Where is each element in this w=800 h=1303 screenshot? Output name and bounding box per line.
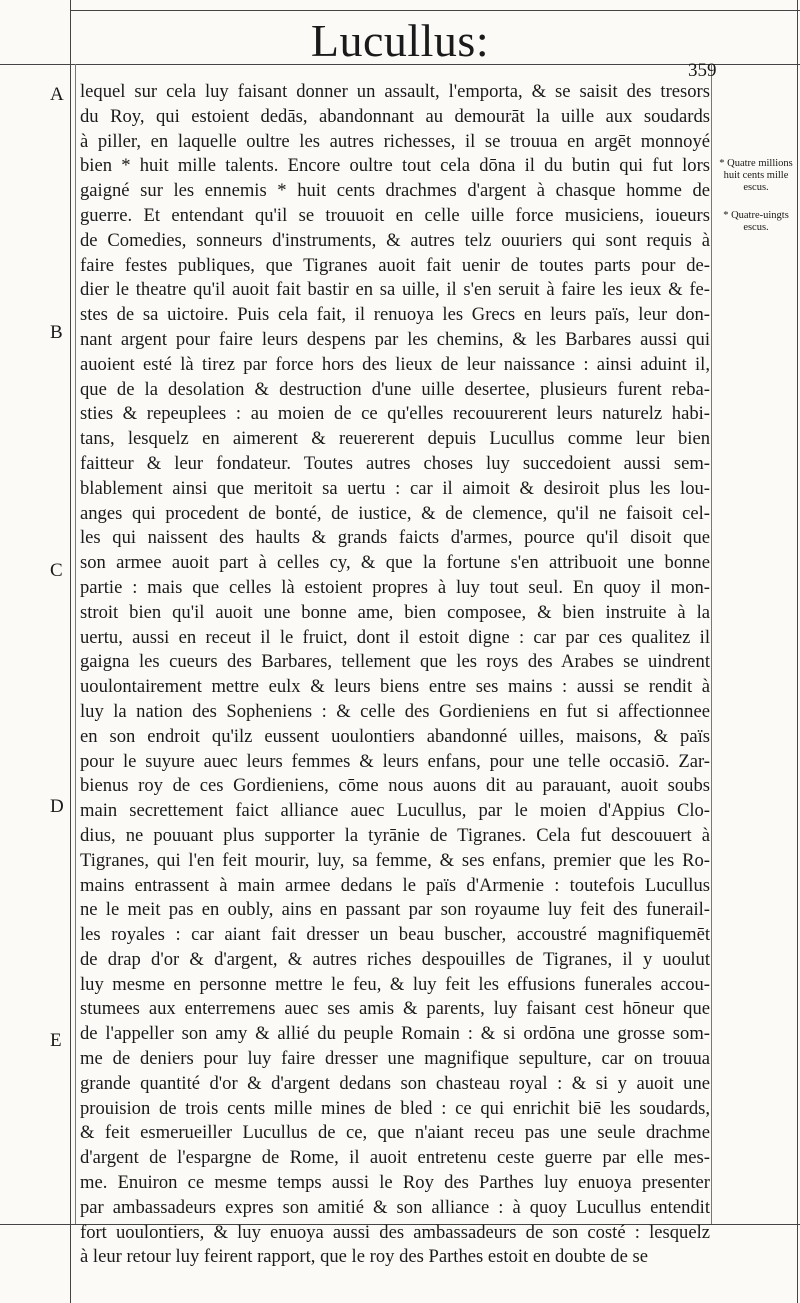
text-line: prouision de trois cents mille mines de bled : ce qui enrichit biē les soudards, (80, 1097, 710, 1119)
text-line: nant argent pour faire leurs despens par les chemins, & les Barbares aussi qui (80, 328, 710, 350)
text-right-rule (711, 64, 712, 1224)
text-line: du Roy, qui estoient dedās, abandonnant au demourāt la uille aux soudards (80, 105, 710, 127)
running-title: Lucullus: (310, 15, 490, 66)
section-marker-c: C (50, 560, 63, 581)
text-line: dier le theatre qu'il auoit fait bastir en sa uille, il s'en seruit à faire les ieux & fe- (80, 279, 710, 301)
text-line: sties & repeuplees : au moien de ce qu'elles recouurerent leurs naturelz habi- (80, 403, 710, 425)
outer-right-rule (797, 0, 798, 1303)
text-line: partie : mais que celles là estoient propres à luy tout seul. En quoy il mon- (80, 576, 710, 598)
text-line: faitteur & leur fondateur. Toutes autres choses luy succedoient aussi sem- (80, 452, 710, 474)
text-line: par ambassadeurs expres son amitié & son alliance : à quoy Lucullus entendit (80, 1196, 710, 1218)
text-line: me de deniers pour luy faire dresser une magnifique sepulture, car on trouua (80, 1048, 710, 1070)
text-line: stumees aux enterremens auec ses amis & parents, luy faisant cest hōneur que (80, 998, 710, 1020)
text-line: guerre. Et entendant qu'il se trouuoit en celle uille force musiciens, ioueurs (80, 204, 710, 226)
text-line: me. Enuiron ce mesme temps aussi le Roy des Parthes luy enuoya presenter (80, 1172, 710, 1194)
text-line: & feit esmerueiller Lucullus de ce, que n'aiant receu pas une seule drachme (80, 1122, 710, 1144)
text-line: les qui naissent des haults & grands faicts d'armes, pource qu'il disoit que (80, 527, 710, 549)
text-line: uertu, aussi en receut il le fruict, dont il estoit digne : car par ces qualitez il (80, 626, 710, 648)
text-line: son armee auoit part à celles cy, & que la fortune s'en attribuoit une bonne (80, 552, 710, 574)
section-marker-e: E (50, 1030, 62, 1051)
text-line: main secrettement faict alliance auec Lucullus, par le moien d'Appius Clo- (80, 800, 710, 822)
text-line: de l'appeller son amy & allié du peuple Romain : & si ordōna une grosse som- (80, 1023, 710, 1045)
text-line: faire festes publiques, que Tigranes auoit fait uenir de toutes parts pour de- (80, 254, 710, 276)
text-line: gaigna les cueurs des Barbares, tellement que les roys des Arabes se uindrent (80, 651, 710, 673)
section-marker-d: D (50, 796, 64, 817)
text-line: bienus roy de ces Gordieniens, cōme nous auons dit au parauant, auoit soubs (80, 775, 710, 797)
text-line: auoient esté là tirez par force hors des lieux de leur naissance : ainsi aduint il, (80, 353, 710, 375)
text-line: pour le suyure auec leurs femmes & leurs enfans, pour une telle occasiō. Zar- (80, 750, 710, 772)
text-line: à leur retour luy feirent rapport, que le roy des Parthes estoit en doubte de se (80, 1246, 648, 1268)
margin-note-second: * Quatre-uingts escus. (723, 210, 789, 233)
text-line: blablement ainsi que meritoit sa uertu : car il aimoit & desiroit plus les lou- (80, 477, 710, 499)
page-number: 359 (688, 60, 717, 81)
text-line: ne le meit pas en oubly, ains en passant par son royaume luy feit des funerail- (80, 899, 710, 921)
text-line: les royales : car aiant fait dresser un beau buscher, accoustré magnifiquemēt (80, 924, 710, 946)
text-line: stes de sa uictoire. Puis cela fait, il renuoya les Grecs en leurs païs, leur don- (80, 304, 710, 326)
text-line: luy la nation des Sopheniens : & celle des Gordieniens en fut si affectionnee (80, 700, 710, 722)
text-line: grande quantité d'or & d'argent dedans son chasteau royal : & si y auoit une (80, 1072, 710, 1094)
text-line: tans, lesquelz en aimerent & reuererent depuis Lucullus comme leur bien (80, 428, 710, 450)
text-line: de Comedies, sonneurs d'instruments, & autres telz ouuriers qui sont requis à (80, 229, 710, 251)
text-line: Tigranes, qui l'en feit mourir, luy, sa femme, & ses enfans, premier que les Ro- (80, 849, 710, 871)
section-marker-a: A (50, 84, 64, 105)
text-line: dius, ne pouuant plus supporter la tyrānie de Tigranes. Cela fut descouuert à (80, 824, 710, 846)
text-line: bien * huit mille talents. Encore oultre tout cela dōna il du butin qui fut lors (80, 155, 710, 177)
text-line: uoulontairement mettre eulx & leurs biens entre ses mains : aussi se rendit à (80, 676, 710, 698)
text-line: lequel sur cela luy faisant donner un assault, l'emporta, & se saisit des tresors (80, 81, 710, 102)
text-line: à piller, en laquelle oultre les autres richesses, il se trouua en argēt monnoyé (80, 130, 710, 152)
text-line: d'argent de l'espargne de Rome, il auoit entretenu ceste guerre par elle mes- (80, 1147, 710, 1169)
text-line: fort uoulontiers, & luy enuoya aussi des ambassadeurs de son costé : lesquelz (80, 1221, 710, 1243)
text-line: anges qui procedent de bonté, de iustice, & de clemence, qu'il ne faisoit cel- (80, 502, 710, 524)
inner-left-rule (75, 64, 76, 1224)
top-rule (70, 10, 800, 11)
text-line: de drap d'or & d'argent, & autres riches despouilles de Tigranes, il y uoulut (80, 948, 710, 970)
text-line: en son endroit qu'ilz eussent uoulontiers abandonné uilles, maisons, & païs (80, 725, 710, 747)
section-marker-b: B (50, 322, 63, 343)
body-text (80, 80, 710, 1270)
left-frame-rule (70, 0, 71, 1303)
text-line: luy mesme en personne mettre le feu, & luy feit les effusions funerales accou- (80, 973, 710, 995)
margin-note-first: * Quatre millions huit cents mille escus. (719, 158, 793, 193)
text-line: mains entrassent à main armee dedans le païs d'Armenie : toutefois Lucullus (80, 874, 710, 896)
text-line: stroit bien qu'il auoit une bonne ame, bien composee, & bien instruite à la (80, 601, 710, 623)
text-line: que de la desolation & destruction d'une uille desertee, plusieurs furent reba- (80, 378, 710, 400)
text-line: gaigné sur les ennemis * huit cents drachmes d'argent à chasque homme de (80, 180, 710, 202)
